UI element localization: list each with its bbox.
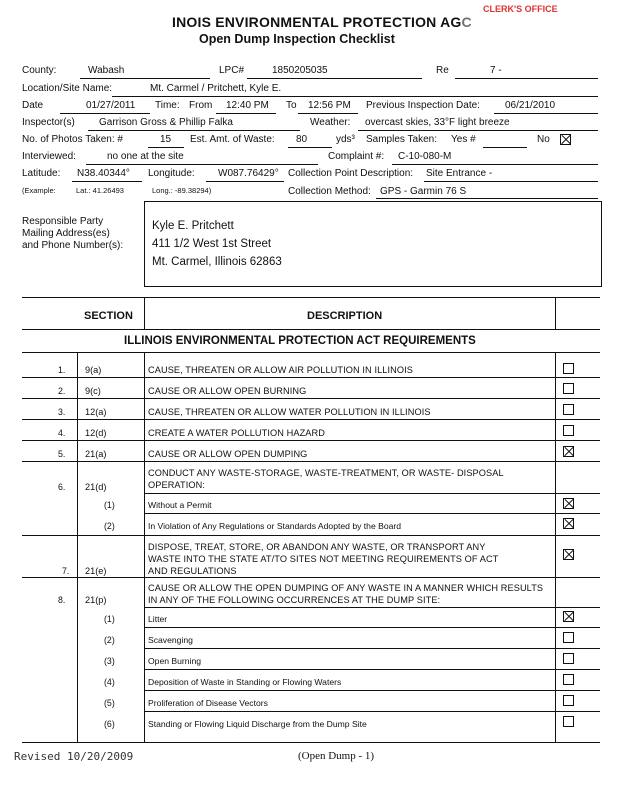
- responsible-party-label: Responsible Party: [22, 216, 104, 227]
- row-6-sub-1-text: Without a Permit: [148, 500, 212, 510]
- row-3-section: 12(a): [85, 407, 107, 417]
- to-value: 12:56 PM: [308, 100, 351, 111]
- longitude-value: W087.76429°: [218, 168, 279, 179]
- row-2-section: 9(c): [85, 386, 101, 396]
- samples-yes-label: Yes #: [451, 134, 476, 145]
- row-3-text: CAUSE, THREATEN OR ALLOW WATER POLLUTION IN ILLINOIS: [148, 407, 431, 417]
- row-5-checkbox[interactable]: [563, 446, 574, 457]
- from-label: From: [189, 100, 213, 111]
- inspectors-label: Inspector(s): [22, 117, 75, 128]
- example-latitude: Lat.: 41.26493: [76, 186, 124, 195]
- waste-unit: yds³: [336, 134, 355, 145]
- requirements-title: ILLINOIS ENVIRONMENTAL PROTECTION ACT REQUIREMENTS: [124, 335, 476, 347]
- row-8-section: 21(p): [85, 595, 107, 605]
- lpc-value: 1850205035: [272, 65, 328, 76]
- row-8-sub-3-number: (3): [104, 656, 115, 666]
- row-3-number: 3.: [58, 407, 66, 417]
- time-label: Time:: [155, 100, 180, 111]
- row-8-sub-3-checkbox[interactable]: [563, 653, 574, 664]
- row-2-checkbox[interactable]: [563, 383, 574, 394]
- county-value: Wabash: [88, 65, 125, 76]
- row-1-number: 1.: [58, 365, 66, 375]
- row-8-sub-5-number: (5): [104, 698, 115, 708]
- row-7-text-line3: AND REGULATIONS: [148, 566, 237, 576]
- row-6-sub-1-number: (1): [104, 500, 115, 510]
- row-8-sub-6-number: (6): [104, 719, 115, 729]
- row-1-checkbox[interactable]: [563, 363, 574, 374]
- previous-inspection-value: 06/21/2010: [505, 100, 556, 111]
- lpc-label: LPC#: [219, 65, 245, 76]
- collection-point-value: Site Entrance -: [426, 168, 493, 179]
- previous-inspection-label: Previous Inspection Date:: [366, 100, 480, 111]
- samples-label: Samples Taken:: [366, 134, 437, 145]
- inspectors-value: Garrison Gross & Phillip Falka: [99, 117, 233, 128]
- mailing-address-label: Mailing Address(es): [22, 228, 110, 239]
- example-label: (Example:: [22, 186, 56, 195]
- row-6-text-line2: OPERATION:: [148, 480, 205, 490]
- section-header: SECTION: [84, 310, 133, 322]
- county-label: County:: [22, 65, 57, 76]
- row-8-text-line2: IN ANY OF THE FOLLOWING OCCURRENCES AT THE DUMP SITE:: [148, 595, 441, 605]
- interviewed-label: Interviewed:: [22, 151, 76, 162]
- weather-value: overcast skies, 33°F light breeze: [365, 117, 510, 128]
- row-8-sub-2-checkbox[interactable]: [563, 632, 574, 643]
- weather-label: Weather:: [310, 117, 351, 128]
- row-7-checkbox[interactable]: [563, 549, 574, 560]
- form-title: Open Dump Inspection Checklist: [199, 32, 395, 46]
- row-7-section: 21(e): [85, 566, 107, 576]
- longitude-label: Longitude:: [148, 168, 195, 179]
- row-4-number: 4.: [58, 428, 66, 438]
- row-6-sub-2-checkbox[interactable]: [563, 518, 574, 529]
- row-8-sub-1-text: Litter: [148, 614, 168, 624]
- date-label: Date: [22, 100, 44, 111]
- row-5-number: 5.: [58, 449, 66, 459]
- location-label: Location/Site Name:: [22, 83, 113, 94]
- row-8-sub-6-checkbox[interactable]: [563, 716, 574, 727]
- row-7-text-line2: WASTE INTO THE STATE AT/TO SITES NOT MEETING REQUIREMENTS OF ACT: [148, 554, 499, 564]
- party-street: 411 1/2 West 1st Street: [152, 238, 272, 250]
- photos-value: 15: [160, 134, 172, 145]
- row-1-section: 9(a): [85, 365, 102, 375]
- party-city: Mt. Carmel, Illinois 62863: [152, 256, 282, 268]
- samples-no-checkbox[interactable]: [560, 134, 571, 145]
- region-label: Re: [436, 65, 449, 76]
- revised-date: Revised 10/20/2009: [14, 750, 134, 763]
- row-8-sub-6-text: Standing or Flowing Liquid Discharge from the Dump Site: [148, 719, 367, 729]
- row-6-sub-2-number: (2): [104, 521, 115, 531]
- row-5-section: 21(a): [85, 449, 107, 459]
- row-4-text: CREATE A WATER POLLUTION HAZARD: [148, 428, 326, 438]
- row-4-checkbox[interactable]: [563, 425, 574, 436]
- row-8-sub-2-text: Scavenging: [148, 635, 193, 645]
- description-header: DESCRIPTION: [307, 310, 383, 322]
- row-6-sub-2-text: In Violation of Any Regulations or Standards Adopted by the Board: [148, 521, 402, 531]
- row-2-number: 2.: [58, 386, 66, 396]
- row-6-text-line1: CONDUCT ANY WASTE-STORAGE, WASTE-TREATMENT, OR WASTE- DISPOSAL: [148, 468, 504, 478]
- party-name: Kyle E. Pritchett: [152, 220, 234, 232]
- collection-method-label: Collection Method:: [288, 186, 371, 197]
- from-value: 12:40 PM: [226, 100, 269, 111]
- row-8-text-line1: CAUSE OR ALLOW THE OPEN DUMPING OF ANY WASTE IN A MANNER WHICH RESULTS: [148, 583, 544, 593]
- responsible-party-box: [144, 201, 602, 287]
- row-6-number: 6.: [58, 482, 66, 492]
- example-longitude: Long.: -89.38294): [152, 186, 212, 195]
- row-7-text-line1: DISPOSE, TREAT, STORE, OR ABANDON ANY WASTE, OR TRANSPORT ANY: [148, 542, 486, 552]
- row-8-sub-3-text: Open Burning: [148, 656, 202, 666]
- phone-number-label: and Phone Number(s):: [22, 240, 124, 251]
- row-3-checkbox[interactable]: [563, 404, 574, 415]
- agency-title: INOIS ENVIRONMENTAL PROTECTION AGC: [172, 14, 472, 30]
- row-8-sub-2-number: (2): [104, 635, 115, 645]
- interviewed-value: no one at the site: [107, 151, 184, 162]
- row-8-sub-4-number: (4): [104, 677, 115, 687]
- row-8-sub-1-number: (1): [104, 614, 115, 624]
- location-value: Mt. Carmel / Pritchett, Kyle E.: [150, 83, 282, 94]
- row-4-section: 12(d): [85, 428, 107, 438]
- row-2-text: CAUSE OR ALLOW OPEN BURNING: [148, 386, 307, 396]
- collection-point-label: Collection Point Description:: [288, 168, 414, 179]
- row-8-sub-1-checkbox[interactable]: [563, 611, 574, 622]
- page-label: (Open Dump - 1): [298, 750, 375, 762]
- to-label: To: [286, 100, 297, 111]
- latitude-label: Latitude:: [22, 168, 61, 179]
- waste-label: Est. Amt. of Waste:: [190, 134, 275, 145]
- clerks-office-stamp: CLERK'S OFFICE: [483, 4, 558, 14]
- row-5-text: CAUSE OR ALLOW OPEN DUMPING: [148, 449, 308, 459]
- latitude-value: N38.40344°: [77, 168, 130, 179]
- region-value: 7 -: [490, 65, 502, 76]
- complaint-label: Complaint #:: [328, 151, 385, 162]
- row-6-section: 21(d): [85, 482, 107, 492]
- samples-no-label: No: [537, 134, 550, 145]
- row-8-sub-4-checkbox[interactable]: [563, 674, 574, 685]
- collection-method-value: GPS - Garmin 76 S: [380, 186, 467, 197]
- complaint-value: C-10-080-M: [398, 151, 452, 162]
- row-8-sub-5-text: Proliferation of Disease Vectors: [148, 698, 268, 708]
- row-1-text: CAUSE, THREATEN OR ALLOW AIR POLLUTION IN ILLINOIS: [148, 365, 414, 375]
- waste-value: 80: [296, 134, 308, 145]
- row-8-sub-4-text: Deposition of Waste in Standing or Flowing Waters: [148, 677, 342, 687]
- row-8-number: 8.: [58, 595, 66, 605]
- row-6-sub-1-checkbox[interactable]: [563, 498, 574, 509]
- photos-label: No. of Photos Taken: #: [22, 134, 123, 145]
- row-8-sub-5-checkbox[interactable]: [563, 695, 574, 706]
- row-7-number: 7.: [62, 566, 70, 576]
- date-value: 01/27/2011: [86, 100, 136, 111]
